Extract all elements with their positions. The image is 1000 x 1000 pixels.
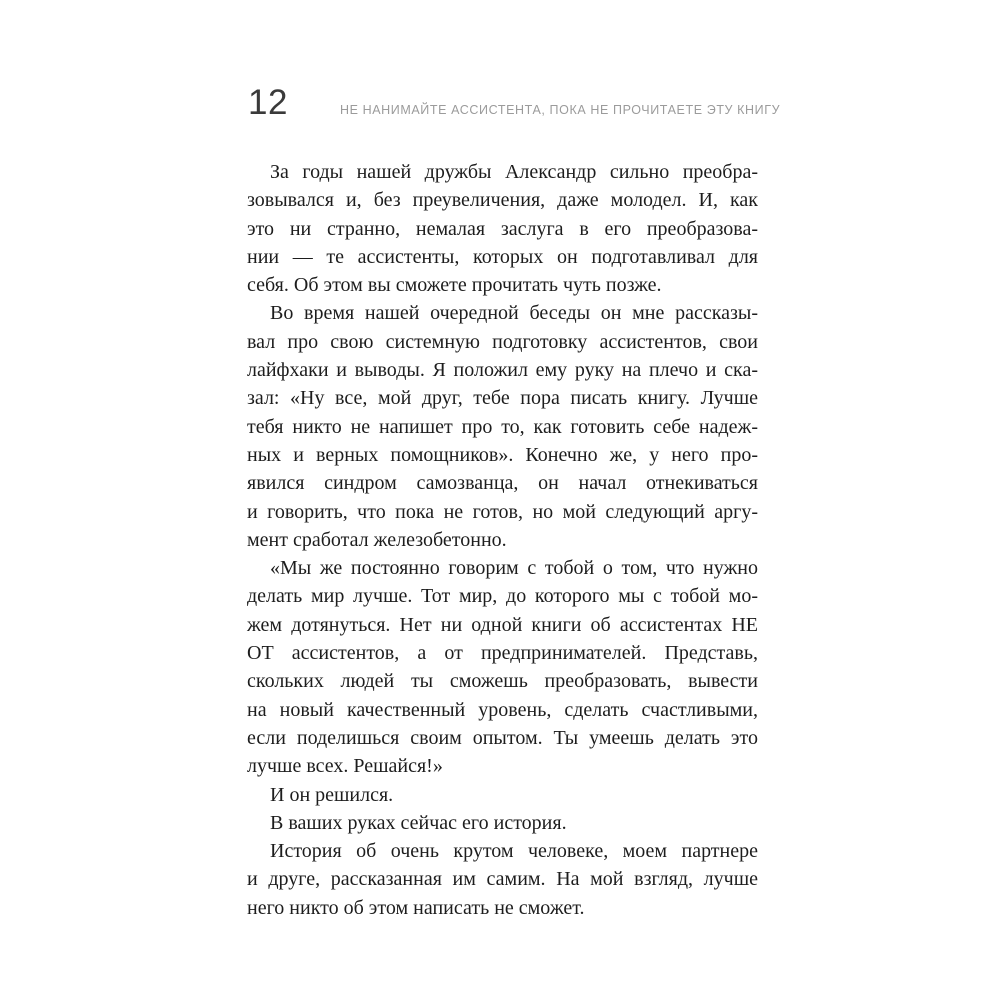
text-line: За годы нашей дружбы Александр сильно преобра- [270,161,758,183]
text-line: скольких людей ты сможешь преобразовать, вывести [247,670,758,693]
text-line: ных и верных помощников». Конечно же, у него про- [247,443,758,466]
text-line: и друге, рассказанная им самим. На мой взгляд, лучше [247,868,758,891]
text-line: это ни странно, немалая заслуга в его преобразова- [247,217,758,240]
text-line: него никто об этом написать не сможет. [247,896,585,919]
text-line: зал: «Ну все, мой друг, тебе пора писать книгу. Лучше [247,387,758,410]
text-line: вал про свою системную подготовку ассистентов, свои [247,330,758,353]
text-line: если поделишься своим опытом. Ты умеешь делать это [247,726,758,749]
paragraph [247,299,758,554]
text-line: И он решился. [270,783,394,806]
text-line: лучше всех. Решайся!» [247,755,443,778]
text-line: Во время нашей очередной беседы он мне рассказы- [270,302,758,325]
running-title: НЕ НАНИМАЙТЕ АССИСТЕНТА, ПОКА НЕ ПРОЧИТАЕТЕ ЭТУ КНИГУ [339,103,781,117]
paragraph [247,554,758,780]
page-header [248,83,781,122]
paragraph [247,809,758,837]
text-line: «Мы же постоянно говорим с тобой о том, что нужно [270,557,758,580]
page-number: 12 [248,83,288,122]
text-line: делать мир лучше. Тот мир, до которого мы с тобой мо- [247,585,758,608]
text-line: явился синдром самозванца, он начал отнекиваться [247,472,758,495]
text-line: на новый качественный уровень, сделать счастливыми, [247,698,758,721]
text-line: История об очень крутом человеке, моем партнере [270,840,758,863]
text-line: мент сработал железобетонно. [247,528,507,551]
paragraph [247,837,758,922]
text-line: жем дотянуться. Нет ни одной книги об ассистентах НЕ [247,613,758,636]
text-line: ОТ ассистентов, а от предпринимателей. Представь, [247,642,758,665]
text-line: В ваших руках сейчас его история. [270,811,567,834]
text-line: тебя никто не напишет про то, как готовить себе надеж- [247,415,758,438]
paragraph [247,781,758,809]
text-line: лайфхаки и выводы. Я положил ему руку на плечо и ска- [247,359,758,382]
body-text [247,158,758,922]
text-line: нии — те ассистенты, которых он подготавливал для [247,245,758,268]
text-line: себя. Об этом вы сможете прочитать чуть позже. [247,274,662,297]
paragraph [247,158,758,299]
text-line: зовывался и, без преувеличения, даже молодел. И, как [247,189,758,212]
text-line: и говорить, что пока не готов, но мой следующий аргу- [247,500,758,523]
